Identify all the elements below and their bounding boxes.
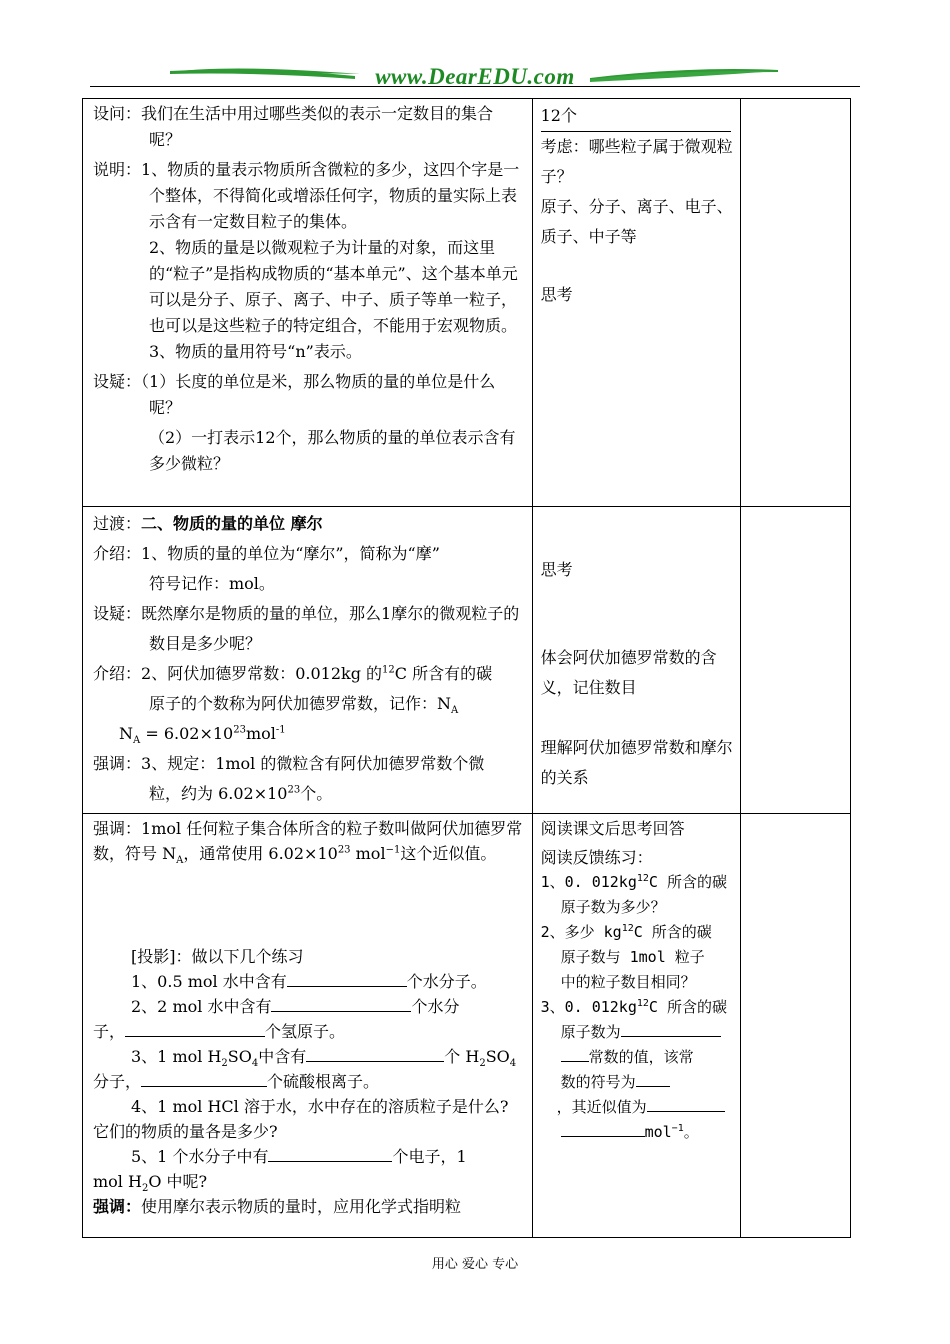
label: 设疑：	[93, 604, 142, 623]
feedback-text: 数的符号为	[560, 1073, 636, 1091]
sub-text: 2	[141, 1183, 149, 1195]
question-line	[93, 101, 524, 153]
exercise-text: 2、2 mol 水中含有	[131, 997, 272, 1016]
page-footer: 用心 爱心 专心	[431, 1257, 519, 1272]
feedback-3-line4	[541, 1070, 734, 1095]
doubt-text: （1）长度的单位是米，那么物质的量的单位是什么呢？	[141, 372, 496, 417]
read-text: 阅读课文后思考回答	[540, 819, 685, 838]
emphasis-paragraph	[93, 816, 524, 866]
doubt1-line	[93, 369, 524, 421]
answer-blank[interactable]	[287, 985, 407, 987]
formula-text: mol	[245, 724, 276, 743]
answer-blank[interactable]	[636, 1085, 670, 1087]
notes-cell	[740, 814, 850, 1238]
feedback-text: mol	[644, 1123, 672, 1141]
exercise-text: 个水分子。	[406, 972, 487, 991]
teacher-cell	[83, 507, 533, 814]
feedback-text: 原子数与 1mol 粒子	[560, 948, 705, 966]
answer-blank[interactable]	[268, 1160, 392, 1162]
student-cell	[532, 814, 740, 1238]
isotope-sup: 12	[621, 923, 634, 934]
feedback-1	[541, 870, 734, 895]
feedback-3-line5	[541, 1095, 734, 1120]
sup-text: -1	[275, 724, 286, 736]
answer-blank[interactable]	[621, 1035, 721, 1037]
intro-text: C 所含有的碳	[394, 664, 493, 683]
note1-line	[93, 157, 524, 235]
feedback-3-line2	[541, 1020, 734, 1045]
question-text: 我们在生活中用过哪些类似的表示一定数目的集合呢？	[141, 104, 494, 149]
transition-line	[93, 509, 524, 539]
answer-blank[interactable]	[271, 1010, 411, 1012]
intro-text: 原子的个数称为阿伏加德罗常数，记作：N	[149, 694, 452, 713]
exercise-text: mol H	[93, 1172, 142, 1191]
label: 强调：	[93, 754, 142, 773]
label: 过渡：	[93, 514, 142, 533]
understand-text: 理解阿伏加德罗常数和摩尔的关系	[540, 738, 733, 787]
feedback-text: 中的粒子数目相同？	[560, 973, 696, 991]
header-rule	[90, 86, 860, 87]
exercise-text: 个氢原子。	[265, 1022, 346, 1041]
exercise-text: 分子，	[93, 1072, 142, 1091]
formula-text: N	[119, 724, 133, 743]
section-title: 二、物质的量的单位 摩尔	[141, 514, 323, 533]
feedback-text: C 所含的碳	[633, 923, 712, 941]
feedback-3	[541, 995, 734, 1020]
exercise-2-cont	[93, 1019, 524, 1044]
sub-text: 2	[479, 1058, 486, 1070]
logo-text: www.DearEDU.com	[375, 64, 575, 89]
exercise-text: O 中呢?	[148, 1172, 208, 1191]
isotope-sup: 12	[636, 998, 649, 1009]
think-text: 思考	[540, 285, 573, 304]
final-emphasis	[93, 1194, 524, 1219]
feedback-3-line3	[541, 1045, 734, 1070]
feedback-text: 原子数为	[560, 1023, 621, 1041]
label: 强调：	[93, 819, 142, 838]
exercise-text: 个水分	[411, 997, 460, 1016]
isotope-sup: 12	[382, 664, 395, 676]
table-row	[83, 507, 851, 814]
label: 设疑：	[93, 372, 142, 391]
table-row	[83, 99, 851, 507]
intro2-line2	[93, 689, 524, 719]
think-text: 思考	[540, 560, 573, 579]
label: 设问：	[93, 104, 142, 123]
feedback-title: 阅读反馈练习：	[540, 848, 653, 867]
exercise-text: 1、0.5 mol 水中含有	[131, 972, 287, 991]
answer-blank[interactable]	[561, 1135, 645, 1137]
exercise-3	[93, 1044, 524, 1069]
feel-text: 体会阿伏加德罗常数的含义，记住数目	[540, 648, 717, 697]
answer-blank[interactable]	[141, 1085, 267, 1087]
notes-cell	[740, 99, 850, 507]
emphasis-text: 个。	[300, 784, 333, 803]
emphasis-text: mol	[350, 844, 386, 863]
sup-text: 23	[233, 724, 246, 736]
exercise-2	[93, 994, 524, 1019]
intro-text: 符号记作：mol。	[149, 574, 275, 593]
exercise-text: 个硫酸根离子。	[267, 1072, 380, 1091]
exercise-3-cont	[93, 1069, 524, 1094]
sup-text: 23	[287, 784, 301, 796]
sup-text: −1	[671, 1123, 684, 1134]
table-row	[83, 814, 851, 1238]
exercise-5-cont	[93, 1169, 524, 1194]
feedback-text: 。	[683, 1123, 699, 1141]
emphasis-text: 3、规定：1mol 的微粒含有阿伏加德罗常数个微	[141, 754, 485, 773]
intro2-line	[93, 659, 524, 689]
emphasis-text: 粒，约为 6.02×10	[149, 784, 288, 803]
answer-text: 原子、分子、离子、电子、质子、中子等	[540, 197, 733, 246]
label: 说明：	[93, 160, 142, 179]
sub-text: A	[176, 855, 184, 867]
exercise-text: SO	[227, 1047, 252, 1066]
sup-text: −1	[385, 844, 401, 856]
lesson-table	[82, 98, 851, 1238]
feedback-text: 常数的值，该常	[588, 1048, 694, 1066]
exercise-text: 个 H	[444, 1047, 480, 1066]
feedback-text: 原子数为多少？	[560, 898, 666, 916]
emphasis-line	[93, 749, 524, 779]
feedback-text: 1、0. 012kg	[540, 873, 637, 891]
exercise-text: 子，	[93, 1022, 126, 1041]
exercise-text: 个电子，1	[392, 1147, 467, 1166]
exercise-text: 5、1 个水分子中有	[131, 1147, 269, 1166]
emphasis-line2	[93, 779, 524, 809]
dozen-text: 12个	[541, 101, 731, 132]
teacher-cell	[83, 814, 533, 1238]
note2-text: 2、物质的量是以微观粒子为计量的对象，而这里的“粒子”是指构成物质的“基本单元”、这个基本单元可以是分子、原子、离子、中子、质子等单一粒子，也可以是这些粒子的特定组合，不能用于宏观物质。	[149, 238, 518, 335]
feedback-text: C 所含的碳	[648, 873, 727, 891]
feedback-3-line6	[541, 1120, 734, 1145]
sub-text: 2	[221, 1058, 228, 1070]
doubt-text: 既然摩尔是物质的量的单位，那么1摩尔的微观粒子的数目是多少呢？	[141, 604, 520, 653]
feedback-text: ，其近似值为	[556, 1098, 647, 1116]
answer-blank[interactable]	[647, 1110, 725, 1112]
emphasis-text: ，通常使用 6.02×10	[183, 844, 338, 863]
intro1-line	[93, 539, 524, 569]
notes-cell	[740, 507, 850, 814]
exercise-text: 中含有	[258, 1047, 307, 1066]
label: 强调：	[93, 1197, 142, 1216]
feedback-2	[541, 920, 734, 945]
emphasis-text: 这个近似值。	[400, 844, 497, 863]
formula-text: = 6.02×10	[140, 724, 234, 743]
sub-text: 4	[509, 1058, 517, 1070]
student-cell	[532, 507, 740, 814]
emphasis-text: 1mol 任何粒子集合体所含的粒子数叫做阿伏加德罗常数，符号 N	[93, 819, 523, 863]
sup-text: 23	[337, 844, 351, 856]
exercise-text: 3、1 mol H	[131, 1047, 222, 1066]
exercise-text: SO	[485, 1047, 510, 1066]
note-text: 1、物质的量表示物质所含微粒的多少，这四个字是一个整体，不得简化或增添任何字，物质的量实际上表示含有一定数目粒子的集体。	[141, 160, 520, 231]
header-logo	[170, 62, 780, 94]
note3-text: 3、物质的量用符号“n”表示。	[149, 342, 362, 361]
student-cell	[532, 99, 740, 507]
exercise-1	[93, 969, 524, 994]
answer-blank[interactable]	[306, 1060, 444, 1062]
feedback-text: 2、多少 kg	[540, 923, 622, 941]
intro-text: 1、物质的量的单位为“摩尔”，简称为“摩”	[141, 544, 440, 563]
consider-text: 考虑：哪些粒子属于微观粒子？	[540, 137, 733, 186]
feedback-text: 3、0. 012kg	[540, 998, 637, 1016]
projection-text: [投影]：做以下几个练习	[131, 947, 304, 966]
label: 介绍：	[93, 664, 142, 683]
sub-text: A	[133, 735, 141, 747]
answer-blank[interactable]	[125, 1035, 265, 1037]
doubt-line	[93, 599, 524, 659]
sub-text: 4	[251, 1058, 259, 1070]
avogadro-formula	[93, 719, 524, 749]
intro-text: 2、阿伏加德罗常数：0.012kg 的	[141, 664, 383, 683]
feedback-text: C 所含的碳	[648, 998, 727, 1016]
label: 介绍：	[93, 544, 142, 563]
sub-text: A	[451, 705, 459, 717]
emphasis-text: 使用摩尔表示物质的量时，应用化学式指明粒	[141, 1197, 462, 1216]
answer-blank[interactable]	[561, 1060, 589, 1062]
exercise-5	[93, 1144, 524, 1169]
teacher-cell	[83, 99, 533, 507]
isotope-sup: 12	[636, 873, 649, 884]
doubt2-text: （2）一打表示12个，那么物质的量的单位表示含有多少微粒？	[149, 428, 516, 473]
exercise-4: 4、1 mol HCl 溶于水，水中存在的溶质粒子是什么?它们的物质的量各是多少?	[93, 1097, 509, 1141]
